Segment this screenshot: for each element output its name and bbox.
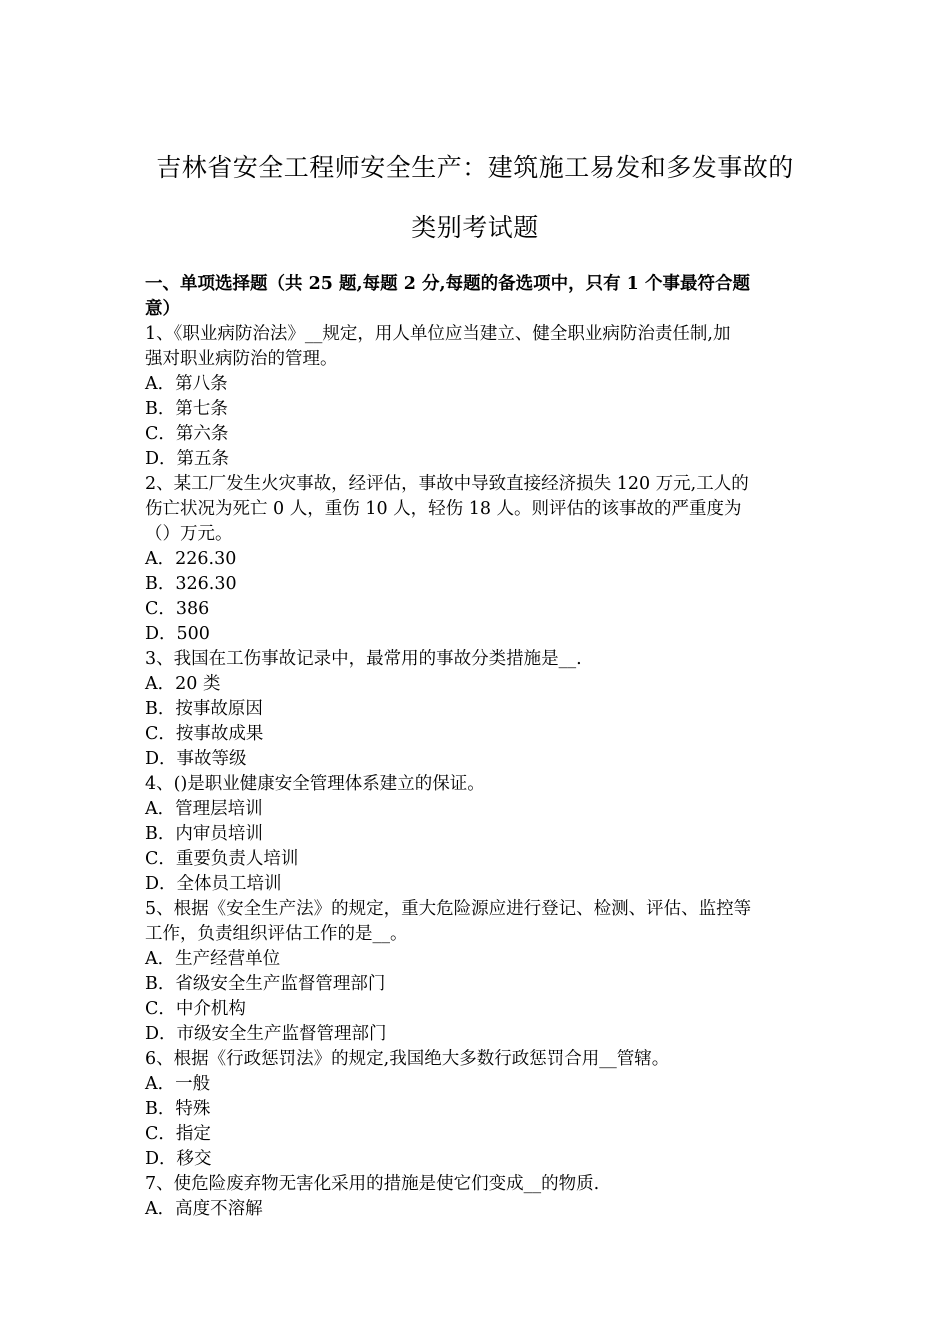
option-a: A．20 类 xyxy=(145,674,221,694)
option-d: D．第五条 xyxy=(145,449,230,469)
option-a: A．226.30 xyxy=(145,549,237,569)
question-text-line: 6、根据《行政惩罚法》的规定,我国绝大多数行政惩罚合用__管辖。 xyxy=(145,1049,670,1069)
question-2 xyxy=(145,472,810,647)
question-5 xyxy=(145,897,810,1047)
option-c: C．按事故成果 xyxy=(145,724,264,744)
option-c: C．指定 xyxy=(145,1124,211,1144)
option-d: D．事故等级 xyxy=(145,749,247,769)
question-text-line: 伤亡状况为死亡 0 人，重伤 10 人，轻伤 18 人。则评估的该事故的严重度为 xyxy=(145,499,742,519)
question-text-line: 2、某工厂发生火灾事故，经评估，事故中导致直接经济损失 120 万元,工人的 xyxy=(145,474,749,494)
question-text-line: 1、《职业病防治法》__规定，用人单位应当建立、健全职业病防治责任制,加 xyxy=(145,324,731,344)
option-b: B．特殊 xyxy=(145,1099,211,1119)
question-4 xyxy=(145,772,810,897)
question-text-line: 工作，负责组织评估工作的是__。 xyxy=(145,924,408,944)
option-d: D．全体员工培训 xyxy=(145,874,282,894)
question-text-line: 7、使危险废弃物无害化采用的措施是使它们变成__的物质. xyxy=(145,1174,600,1194)
title-line-1: 吉林省安全工程师安全生产：建筑施工易发和多发事故的 xyxy=(156,153,794,182)
section-heading-line-2: 意） xyxy=(145,299,180,319)
question-text-line: 5、根据《安全生产法》的规定，重大危险源应进行登记、检测、评估、监控等 xyxy=(145,899,752,919)
question-text-line: 强对职业病防治的管理。 xyxy=(145,349,338,369)
option-c: C．中介机构 xyxy=(145,999,246,1019)
option-c: C．重要负责人培训 xyxy=(145,849,299,869)
document-title xyxy=(120,138,830,258)
title-line-2: 类别考试题 xyxy=(411,213,539,242)
option-b: B．326.30 xyxy=(145,574,237,594)
option-c: C．第六条 xyxy=(145,424,229,444)
option-d: D．市级安全生产监督管理部门 xyxy=(145,1024,387,1044)
option-a: A．高度不溶解 xyxy=(145,1199,263,1219)
question-7 xyxy=(145,1172,810,1222)
option-a: A．第八条 xyxy=(145,374,228,394)
option-b: B．第七条 xyxy=(145,399,228,419)
option-a: A．一般 xyxy=(145,1074,211,1094)
option-a: A．生产经营单位 xyxy=(145,949,281,969)
question-text-line: 3、我国在工伤事故记录中，最常用的事故分类措施是__. xyxy=(145,649,582,669)
option-d: D．移交 xyxy=(145,1149,212,1169)
option-a: A．管理层培训 xyxy=(145,799,263,819)
question-text-line: 4、()是职业健康安全管理体系建立的保证。 xyxy=(145,774,485,794)
question-text-line: （）万元。 xyxy=(145,524,233,544)
section-heading-line-1: 一、单项选择题（共 25 题,每题 2 分,每题的备选项中，只有 1 个事最符合题 xyxy=(145,274,750,294)
section-heading xyxy=(145,272,810,322)
option-c: C．386 xyxy=(145,599,210,619)
question-1 xyxy=(145,322,810,472)
option-b: B．按事故原因 xyxy=(145,699,263,719)
option-b: B．内审员培训 xyxy=(145,824,263,844)
option-b: B．省级安全生产监督管理部门 xyxy=(145,974,386,994)
document-body xyxy=(145,272,810,1222)
question-3 xyxy=(145,647,810,772)
question-6 xyxy=(145,1047,810,1172)
option-d: D．500 xyxy=(145,624,210,644)
